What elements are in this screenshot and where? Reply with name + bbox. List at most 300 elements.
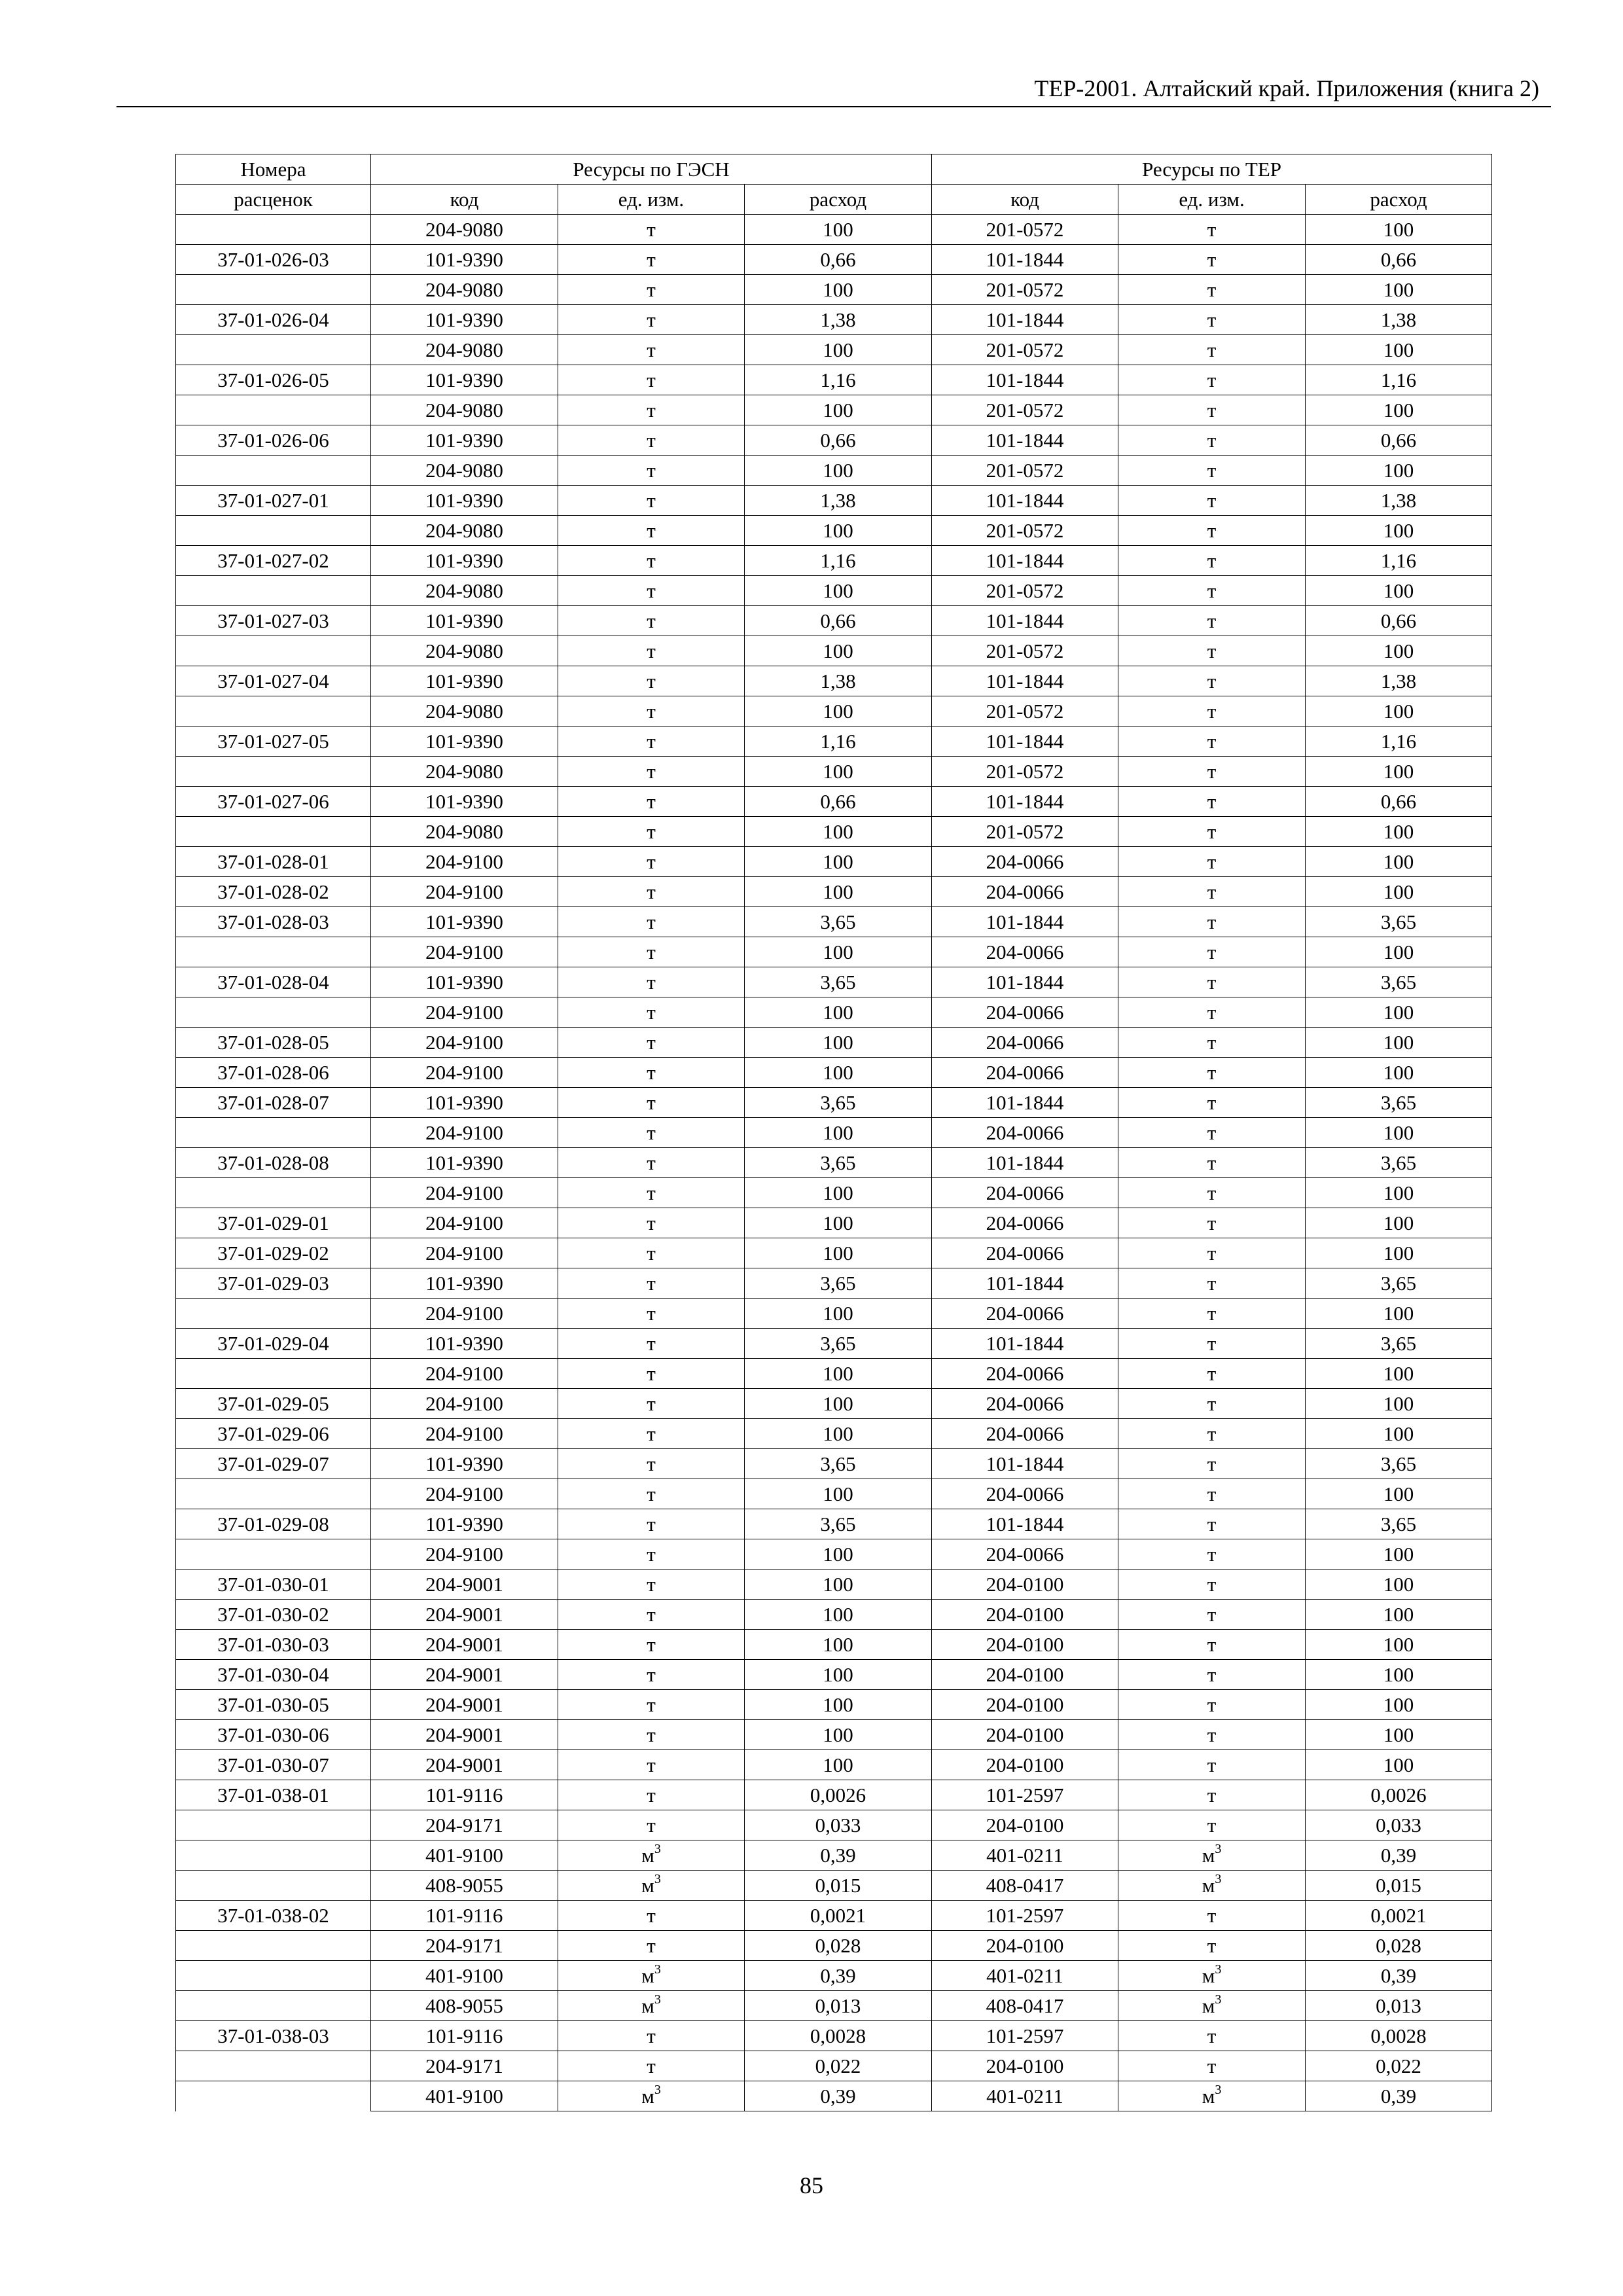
cell-ter-code: 204-0066 (932, 1238, 1118, 1268)
cell-ter-consumption: 100 (1306, 1359, 1492, 1389)
cell-gesn-code: 204-9100 (371, 1028, 558, 1058)
cell-gesn-unit: т (558, 365, 745, 395)
cell-gesn-consumption: 1,16 (745, 726, 932, 757)
cell-ter-code: 204-0100 (932, 2051, 1118, 2081)
cell-gesn-code: 101-9390 (371, 305, 558, 335)
cell-ter-consumption: 0,39 (1306, 1961, 1492, 1991)
cell-rate-number: 37-01-028-03 (176, 907, 371, 937)
cell-gesn-consumption: 100 (745, 696, 932, 726)
cell-rate-number (176, 2081, 371, 2111)
cell-ter-code: 101-1844 (932, 1268, 1118, 1299)
table-row (176, 967, 1492, 997)
table-row (176, 2081, 1492, 2111)
cell-ter-unit: т (1118, 787, 1306, 817)
cell-ter-code: 101-1844 (932, 425, 1118, 456)
cell-ter-consumption: 3,65 (1306, 1268, 1492, 1299)
cell-rate-number: 37-01-027-02 (176, 546, 371, 576)
cell-gesn-code: 204-9100 (371, 997, 558, 1028)
cell-ter-unit: т (1118, 1178, 1306, 1208)
cell-rate-number: 37-01-029-01 (176, 1208, 371, 1238)
cell-gesn-unit: т (558, 997, 745, 1028)
table-row (176, 787, 1492, 817)
cell-rate-number (176, 1871, 371, 1901)
cell-ter-consumption: 100 (1306, 1720, 1492, 1750)
cell-rate-number (176, 1479, 371, 1509)
cell-gesn-code: 204-9100 (371, 1058, 558, 1088)
cell-ter-consumption: 0,015 (1306, 1871, 1492, 1901)
cell-ter-code: 204-0066 (932, 997, 1118, 1028)
cell-gesn-code: 101-9390 (371, 1268, 558, 1299)
cell-ter-consumption: 1,16 (1306, 365, 1492, 395)
cell-gesn-code: 204-9100 (371, 1479, 558, 1509)
cell-gesn-code: 204-9100 (371, 847, 558, 877)
cell-ter-consumption: 100 (1306, 937, 1492, 967)
cell-gesn-consumption: 100 (745, 1359, 932, 1389)
cell-gesn-code: 204-9100 (371, 1359, 558, 1389)
cell-gesn-unit: т (558, 1750, 745, 1780)
cell-gesn-consumption: 0,66 (745, 606, 932, 636)
cell-gesn-consumption: 100 (745, 1299, 932, 1329)
table-row (176, 486, 1492, 516)
cell-gesn-consumption: 100 (745, 1178, 932, 1208)
cell-gesn-code: 204-9100 (371, 877, 558, 907)
cell-ter-code: 101-1844 (932, 606, 1118, 636)
cell-ter-consumption: 100 (1306, 696, 1492, 726)
table-row (176, 847, 1492, 877)
cell-ter-consumption: 100 (1306, 1389, 1492, 1419)
cell-rate-number (176, 696, 371, 726)
cell-ter-code: 201-0572 (932, 576, 1118, 606)
cell-gesn-unit: т (558, 516, 745, 546)
cell-gesn-unit: т (558, 215, 745, 245)
cell-gesn-consumption: 0,66 (745, 787, 932, 817)
cell-gesn-code: 204-9001 (371, 1600, 558, 1630)
cell-ter-code: 204-0100 (932, 1570, 1118, 1600)
cell-ter-unit: т (1118, 1509, 1306, 1539)
cell-ter-unit: т (1118, 1660, 1306, 1690)
cell-ter-consumption: 100 (1306, 636, 1492, 666)
cell-gesn-consumption: 100 (745, 1058, 932, 1088)
cell-ter-code: 101-1844 (932, 1509, 1118, 1539)
cell-gesn-consumption: 3,65 (745, 1329, 932, 1359)
table-row (176, 877, 1492, 907)
table-row (176, 2021, 1492, 2051)
cell-rate-number: 37-01-026-06 (176, 425, 371, 456)
header-ter-consumption: расход (1306, 185, 1492, 215)
table-row (176, 516, 1492, 546)
table-row (176, 757, 1492, 787)
cell-rate-number: 37-01-029-02 (176, 1238, 371, 1268)
cell-gesn-consumption: 100 (745, 1720, 932, 1750)
cell-ter-unit: т (1118, 1268, 1306, 1299)
cell-gesn-unit: т (558, 335, 745, 365)
cell-ter-code: 101-1844 (932, 486, 1118, 516)
cell-ter-consumption: 100 (1306, 1660, 1492, 1690)
cell-ter-code: 101-1844 (932, 245, 1118, 275)
cell-gesn-unit: т (558, 1931, 745, 1961)
cell-gesn-code: 204-9100 (371, 1419, 558, 1449)
cell-gesn-unit: т (558, 877, 745, 907)
table-row (176, 1600, 1492, 1630)
cell-ter-code: 101-2597 (932, 1901, 1118, 1931)
table-row (176, 1961, 1492, 1991)
table-row (176, 365, 1492, 395)
cell-gesn-code: 101-9390 (371, 1449, 558, 1479)
cell-rate-number: 37-01-027-04 (176, 666, 371, 696)
cell-gesn-unit: т (558, 395, 745, 425)
cell-ter-code: 204-0066 (932, 1359, 1118, 1389)
cell-gesn-unit: т (558, 576, 745, 606)
cell-gesn-consumption: 100 (745, 516, 932, 546)
cell-ter-code: 401-0211 (932, 1840, 1118, 1871)
cell-ter-unit: т (1118, 1329, 1306, 1359)
table-row (176, 937, 1492, 967)
cell-gesn-code: 204-9080 (371, 215, 558, 245)
cell-ter-consumption: 100 (1306, 757, 1492, 787)
cell-ter-unit: т (1118, 757, 1306, 787)
cell-gesn-code: 204-9080 (371, 817, 558, 847)
cell-ter-code: 204-0066 (932, 1299, 1118, 1329)
header-ter-unit: ед. изм. (1118, 185, 1306, 215)
cell-rate-number: 37-01-030-02 (176, 1600, 371, 1630)
cell-ter-unit: т (1118, 1449, 1306, 1479)
cell-ter-code: 204-0066 (932, 1479, 1118, 1509)
cell-ter-code: 201-0572 (932, 757, 1118, 787)
cell-rate-number (176, 1840, 371, 1871)
cell-ter-consumption: 3,65 (1306, 1088, 1492, 1118)
cell-gesn-unit: т (558, 1810, 745, 1840)
cell-gesn-code: 101-9390 (371, 967, 558, 997)
cell-ter-consumption: 100 (1306, 395, 1492, 425)
cell-gesn-unit: т (558, 1780, 745, 1810)
cell-ter-code: 204-0100 (932, 1750, 1118, 1780)
cell-ter-consumption: 3,65 (1306, 907, 1492, 937)
cell-gesn-code: 204-9001 (371, 1720, 558, 1750)
cell-gesn-consumption: 0,028 (745, 1931, 932, 1961)
cell-gesn-consumption: 100 (745, 275, 932, 305)
cell-gesn-code: 101-9390 (371, 606, 558, 636)
table-row (176, 1389, 1492, 1419)
table-body (176, 215, 1492, 2111)
cell-ter-unit: т (1118, 1810, 1306, 1840)
cell-gesn-consumption: 100 (745, 1630, 932, 1660)
cell-ter-code: 201-0572 (932, 395, 1118, 425)
cell-ter-consumption: 0,013 (1306, 1991, 1492, 2021)
cell-rate-number: 37-01-029-05 (176, 1389, 371, 1419)
table-row (176, 1570, 1492, 1600)
cell-gesn-unit: т (558, 1329, 745, 1359)
cell-ter-consumption: 1,16 (1306, 726, 1492, 757)
cell-gesn-code: 101-9390 (371, 666, 558, 696)
cell-gesn-unit: т (558, 937, 745, 967)
cell-gesn-code: 204-9080 (371, 456, 558, 486)
cell-gesn-consumption: 100 (745, 847, 932, 877)
cell-rate-number: 37-01-028-04 (176, 967, 371, 997)
cell-ter-unit: т (1118, 696, 1306, 726)
cell-gesn-consumption: 100 (745, 1570, 932, 1600)
cell-ter-code: 201-0572 (932, 696, 1118, 726)
cell-gesn-code: 204-9080 (371, 636, 558, 666)
cell-ter-unit: т (1118, 215, 1306, 245)
cell-ter-unit: $м^3$ (1118, 1871, 1306, 1901)
cell-ter-consumption: 0,66 (1306, 606, 1492, 636)
cell-gesn-code: 204-9001 (371, 1750, 558, 1780)
cell-ter-consumption: 100 (1306, 1479, 1492, 1509)
cell-gesn-consumption: 0,66 (745, 425, 932, 456)
cell-gesn-unit: т (558, 1238, 745, 1268)
cell-gesn-unit: т (558, 1690, 745, 1720)
cell-ter-unit: $м^3$ (1118, 2081, 1306, 2111)
header-ter-code: код (932, 185, 1118, 215)
cell-ter-code: 204-0066 (932, 1028, 1118, 1058)
cell-ter-unit: т (1118, 1750, 1306, 1780)
table-row (176, 1750, 1492, 1780)
cell-gesn-consumption: 0,0021 (745, 1901, 932, 1931)
cell-ter-code: 204-0100 (932, 1931, 1118, 1961)
cell-gesn-consumption: 100 (745, 757, 932, 787)
cell-ter-code: 201-0572 (932, 215, 1118, 245)
cell-gesn-consumption: 100 (745, 1028, 932, 1058)
cell-gesn-consumption: 100 (745, 1690, 932, 1720)
cell-ter-code: 101-1844 (932, 726, 1118, 757)
cell-ter-code: 204-0066 (932, 1539, 1118, 1570)
cell-gesn-consumption: 100 (745, 1238, 932, 1268)
table-row (176, 1148, 1492, 1178)
cell-ter-consumption: 100 (1306, 215, 1492, 245)
cell-gesn-unit: т (558, 636, 745, 666)
cell-ter-consumption: 100 (1306, 1750, 1492, 1780)
cell-gesn-unit: т (558, 1178, 745, 1208)
cell-rate-number: 37-01-029-03 (176, 1268, 371, 1299)
cell-ter-code: 101-2597 (932, 2021, 1118, 2051)
cell-ter-unit: т (1118, 1901, 1306, 1931)
cell-gesn-code: 204-9100 (371, 1178, 558, 1208)
cell-ter-unit: т (1118, 305, 1306, 335)
cell-ter-code: 101-1844 (932, 1088, 1118, 1118)
cell-gesn-code: 204-9080 (371, 696, 558, 726)
cell-rate-number (176, 997, 371, 1028)
cell-ter-code: 204-0100 (932, 1690, 1118, 1720)
cell-gesn-consumption: 0,39 (745, 1961, 932, 1991)
cell-ter-unit: т (1118, 395, 1306, 425)
table-row (176, 1840, 1492, 1871)
cell-rate-number (176, 636, 371, 666)
table-row (176, 1178, 1492, 1208)
cell-rate-number: 37-01-029-04 (176, 1329, 371, 1359)
cell-ter-unit: т (1118, 726, 1306, 757)
cell-gesn-code: 101-9390 (371, 1509, 558, 1539)
cell-gesn-consumption: 1,38 (745, 486, 932, 516)
cell-ter-code: 204-0066 (932, 847, 1118, 877)
table-row (176, 1088, 1492, 1118)
cell-ter-code: 204-0066 (932, 1389, 1118, 1419)
cell-gesn-code: 401-9100 (371, 1961, 558, 1991)
cell-ter-code: 401-0211 (932, 2081, 1118, 2111)
cell-ter-unit: т (1118, 847, 1306, 877)
cell-ter-unit: т (1118, 1058, 1306, 1088)
cell-rate-number (176, 1961, 371, 1991)
cell-ter-code: 101-1844 (932, 1329, 1118, 1359)
table-row (176, 1991, 1492, 2021)
cell-gesn-consumption: 100 (745, 997, 932, 1028)
cell-gesn-unit: т (558, 1570, 745, 1600)
cell-ter-unit: т (1118, 1780, 1306, 1810)
table-row (176, 335, 1492, 365)
cell-ter-code: 201-0572 (932, 335, 1118, 365)
cell-rate-number (176, 757, 371, 787)
cell-gesn-consumption: 100 (745, 877, 932, 907)
cell-gesn-consumption: 0,0028 (745, 2021, 932, 2051)
cell-gesn-unit: т (558, 1600, 745, 1630)
cell-rate-number (176, 516, 371, 546)
page-number: 85 (800, 2172, 823, 2198)
cell-ter-unit: т (1118, 937, 1306, 967)
cell-gesn-unit: т (558, 787, 745, 817)
cell-gesn-consumption: 100 (745, 1208, 932, 1238)
cell-gesn-unit: т (558, 425, 745, 456)
cell-ter-unit: т (1118, 1118, 1306, 1148)
cell-gesn-code: 101-9390 (371, 425, 558, 456)
cell-gesn-unit: т (558, 2021, 745, 2051)
cell-gesn-consumption: 3,65 (745, 1088, 932, 1118)
cell-ter-consumption: 3,65 (1306, 967, 1492, 997)
cell-ter-code: 204-0066 (932, 1208, 1118, 1238)
cell-rate-number: 37-01-029-08 (176, 1509, 371, 1539)
cell-ter-code: 101-1844 (932, 907, 1118, 937)
cell-ter-code: 401-0211 (932, 1961, 1118, 1991)
cell-ter-unit: $м^3$ (1118, 1961, 1306, 1991)
cell-ter-unit: т (1118, 1389, 1306, 1419)
header-gesn-consumption: расход (745, 185, 932, 215)
table-row (176, 456, 1492, 486)
cell-gesn-consumption: 100 (745, 636, 932, 666)
cell-rate-number: 37-01-028-05 (176, 1028, 371, 1058)
cell-gesn-code: 204-9171 (371, 1810, 558, 1840)
cell-gesn-unit: т (558, 456, 745, 486)
cell-gesn-unit: т (558, 757, 745, 787)
cell-gesn-code: 101-9390 (371, 1329, 558, 1359)
cell-ter-unit: т (1118, 1299, 1306, 1329)
table-row (176, 997, 1492, 1028)
cell-ter-consumption: 0,0021 (1306, 1901, 1492, 1931)
cell-gesn-unit: т (558, 1720, 745, 1750)
cell-gesn-unit: т (558, 2051, 745, 2081)
cell-rate-number: 37-01-027-01 (176, 486, 371, 516)
header-title: ТЕР-2001. Алтайский край. Приложения (книга 2) (1034, 75, 1539, 101)
cell-ter-code: 204-0066 (932, 1118, 1118, 1148)
running-header (116, 73, 1551, 107)
table-row (176, 1238, 1492, 1268)
cell-ter-code: 204-0066 (932, 937, 1118, 967)
table-row (176, 1118, 1492, 1148)
header-gesn-code: код (371, 185, 558, 215)
cell-rate-number (176, 1178, 371, 1208)
table-row (176, 1449, 1492, 1479)
cell-gesn-code: 204-9100 (371, 1208, 558, 1238)
cell-gesn-code: 204-9001 (371, 1570, 558, 1600)
cell-gesn-unit: т (558, 847, 745, 877)
cell-rate-number: 37-01-027-06 (176, 787, 371, 817)
table-row (176, 1299, 1492, 1329)
cell-ter-consumption: 3,65 (1306, 1148, 1492, 1178)
cell-ter-consumption: 100 (1306, 1178, 1492, 1208)
cell-ter-code: 101-2597 (932, 1780, 1118, 1810)
table-row (176, 546, 1492, 576)
table-row (176, 1780, 1492, 1810)
cell-ter-code: 204-0100 (932, 1630, 1118, 1660)
cell-ter-code: 101-1844 (932, 1148, 1118, 1178)
cell-gesn-code: 204-9100 (371, 1539, 558, 1570)
table-row (176, 1329, 1492, 1359)
cell-ter-consumption: 3,65 (1306, 1509, 1492, 1539)
cell-gesn-code: 101-9390 (371, 365, 558, 395)
cell-gesn-unit: т (558, 1539, 745, 1570)
cell-ter-code: 408-0417 (932, 1871, 1118, 1901)
cell-gesn-code: 401-9100 (371, 2081, 558, 2111)
cell-gesn-unit: т (558, 1088, 745, 1118)
cell-rate-number: 37-01-027-05 (176, 726, 371, 757)
table-row (176, 1419, 1492, 1449)
cell-gesn-unit: т (558, 275, 745, 305)
cell-gesn-code: 204-9171 (371, 2051, 558, 2081)
cell-gesn-unit: $м^3$ (558, 1871, 745, 1901)
table-row (176, 1509, 1492, 1539)
cell-ter-unit: т (1118, 1148, 1306, 1178)
cell-ter-unit: т (1118, 2021, 1306, 2051)
table-row (176, 726, 1492, 757)
header-ter-resources: Ресурсы по ТЕР (932, 154, 1492, 185)
table-row (176, 1208, 1492, 1238)
cell-ter-consumption: 100 (1306, 1539, 1492, 1570)
cell-ter-code: 204-0066 (932, 877, 1118, 907)
table-row (176, 1479, 1492, 1509)
cell-ter-unit: т (1118, 877, 1306, 907)
cell-gesn-unit: т (558, 1509, 745, 1539)
cell-gesn-consumption: 0,66 (745, 245, 932, 275)
cell-ter-consumption: 100 (1306, 817, 1492, 847)
cell-gesn-code: 204-9100 (371, 1299, 558, 1329)
cell-rate-number: 37-01-028-01 (176, 847, 371, 877)
cell-ter-consumption: 100 (1306, 997, 1492, 1028)
table-row (176, 1720, 1492, 1750)
cell-ter-consumption: 100 (1306, 1630, 1492, 1660)
cell-ter-code: 101-1844 (932, 1449, 1118, 1479)
cell-rate-number (176, 395, 371, 425)
cell-gesn-unit: т (558, 1028, 745, 1058)
cell-gesn-consumption: 100 (745, 456, 932, 486)
cell-gesn-consumption: 100 (745, 1660, 932, 1690)
cell-rate-number (176, 1931, 371, 1961)
cell-gesn-consumption: 100 (745, 215, 932, 245)
cell-gesn-consumption: 100 (745, 1600, 932, 1630)
cell-ter-code: 204-0066 (932, 1178, 1118, 1208)
cell-gesn-code: 204-9080 (371, 275, 558, 305)
cell-ter-unit: т (1118, 335, 1306, 365)
cell-gesn-code: 204-9171 (371, 1931, 558, 1961)
cell-gesn-unit: $м^3$ (558, 1961, 745, 1991)
cell-ter-consumption: 0,033 (1306, 1810, 1492, 1840)
cell-rate-number: 37-01-028-07 (176, 1088, 371, 1118)
cell-gesn-unit: т (558, 967, 745, 997)
cell-rate-number: 37-01-030-03 (176, 1630, 371, 1660)
cell-ter-consumption: 0,0028 (1306, 2021, 1492, 2051)
cell-gesn-consumption: 1,38 (745, 305, 932, 335)
cell-gesn-consumption: 100 (745, 335, 932, 365)
cell-ter-unit: $м^3$ (1118, 1991, 1306, 2021)
cell-ter-code: 201-0572 (932, 817, 1118, 847)
cell-ter-consumption: 100 (1306, 275, 1492, 305)
cell-rate-number: 37-01-026-05 (176, 365, 371, 395)
